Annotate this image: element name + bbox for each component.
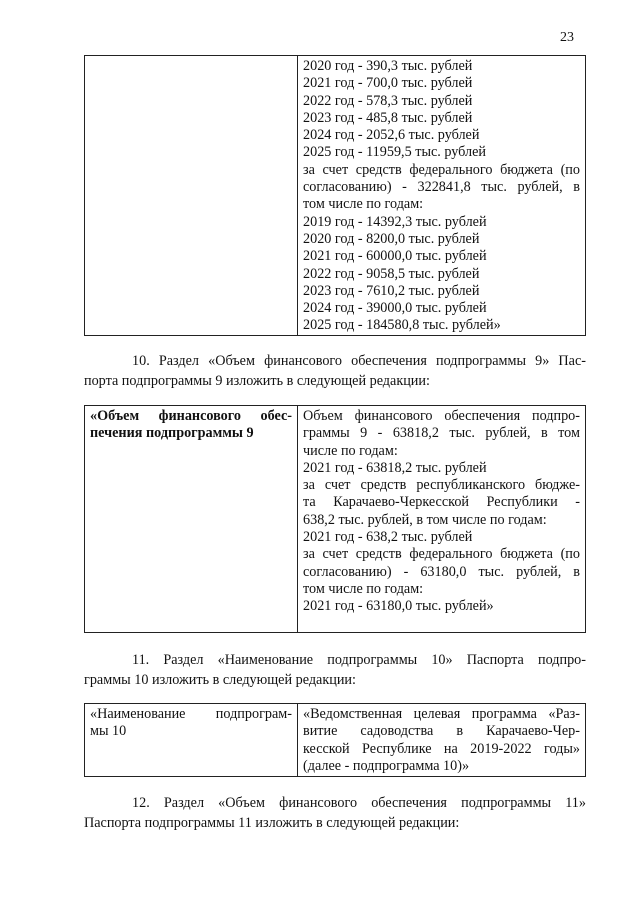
paragraph-line: граммы 10 изложить в следующей редакции: <box>84 672 356 688</box>
text-line: кесской Республике на 2019-2022 годы» <box>303 740 580 757</box>
financing-table-continued <box>84 55 586 336</box>
text-line: печения подпрограммы 9 <box>90 425 254 442</box>
page-number: 23 <box>560 30 574 45</box>
text-line: 2022 год - 9058,5 тыс. рублей <box>303 265 480 282</box>
paragraph-line: 11. Раздел «Наименование подпрограммы 10» Паспорта подпро- <box>132 652 586 668</box>
section-10-paragraph <box>84 351 586 391</box>
subprogram-9-financing-table <box>84 405 586 633</box>
text-line: 2021 год - 700,0 тыс. рублей <box>303 75 473 92</box>
text-line: 2024 год - 2052,6 тыс. рублей <box>303 127 480 144</box>
text-line: та Карачаево-Черкесской Республики - <box>303 494 580 511</box>
text-line: 2020 год - 8200,0 тыс. рублей <box>303 230 480 247</box>
text-line: витие садоводства в Карачаево-Чер- <box>303 723 580 740</box>
text-line: 2023 год - 7610,2 тыс. рублей <box>303 282 480 299</box>
text-line: числе по годам: <box>303 442 398 459</box>
text-line: за счет средств федерального бюджета (по <box>303 546 580 563</box>
text-line: 2019 год - 14392,3 тыс. рублей <box>303 213 487 230</box>
text-line: 2021 год - 63818,2 тыс. рублей <box>303 459 487 476</box>
text-line: 2025 год - 184580,8 тыс. рублей» <box>303 317 501 334</box>
text-line: «Ведомственная целевая программа «Раз- <box>303 706 580 722</box>
table-cell-left <box>85 704 298 777</box>
subprogram-10-name-table <box>84 703 586 777</box>
section-11-paragraph <box>84 650 586 690</box>
text-line: 638,2 тыс. рублей, в том числе по годам: <box>303 511 547 528</box>
section-12-paragraph <box>84 793 586 833</box>
text-line: 2021 год - 638,2 тыс. рублей <box>303 529 473 546</box>
text-line: за счет средств республиканского бюдже- <box>303 477 580 494</box>
table-cell-left <box>85 406 298 633</box>
text-line: граммы 9 - 63818,2 тыс. рублей, в том <box>303 425 580 442</box>
text-line: «Наименование подпрограм- <box>90 706 292 722</box>
paragraph-line: Паспорта подпрограммы 11 изложить в следующей редакции: <box>84 815 460 831</box>
text-line: том числе по годам: <box>303 196 424 213</box>
text-line: (далее - подпрограмма 10)» <box>303 757 470 774</box>
text-line: согласованию) - 322841,8 тыс. рублей, в <box>303 179 580 196</box>
paragraph-line: порта подпрограммы 9 изложить в следующей редакции: <box>84 373 430 389</box>
text-line: мы 10 <box>90 723 127 740</box>
paragraph-line: 12. Раздел «Объем финансового обеспечения подпрограммы 11» <box>132 795 586 811</box>
text-line: Объем финансового обеспечения подпро- <box>303 408 580 424</box>
text-line: 2020 год - 390,3 тыс. рублей <box>303 58 473 74</box>
text-line: 2023 год - 485,8 тыс. рублей <box>303 109 473 126</box>
text-line: 2025 год - 11959,5 тыс. рублей <box>303 144 487 161</box>
text-line: 2021 год - 60000,0 тыс. рублей <box>303 248 487 265</box>
text-line: 2022 год - 578,3 тыс. рублей <box>303 92 473 109</box>
table-cell-right <box>298 406 586 633</box>
text-line: «Объем финансового обес- <box>90 408 292 424</box>
paragraph-line: 10. Раздел «Объем финансового обеспечения подпрограммы 9» Пас- <box>132 353 586 369</box>
text-line: том числе по годам: <box>303 580 424 597</box>
table-cell-right <box>298 56 586 336</box>
table-cell-left <box>85 56 298 336</box>
text-line: 2021 год - 63180,0 тыс. рублей» <box>303 598 494 615</box>
text-line: за счет средств федерального бюджета (по <box>303 161 580 178</box>
text-line: 2024 год - 39000,0 тыс. рублей <box>303 300 487 317</box>
text-line: согласованию) - 63180,0 тыс. рублей, в <box>303 563 580 580</box>
table-cell-right <box>298 704 586 777</box>
